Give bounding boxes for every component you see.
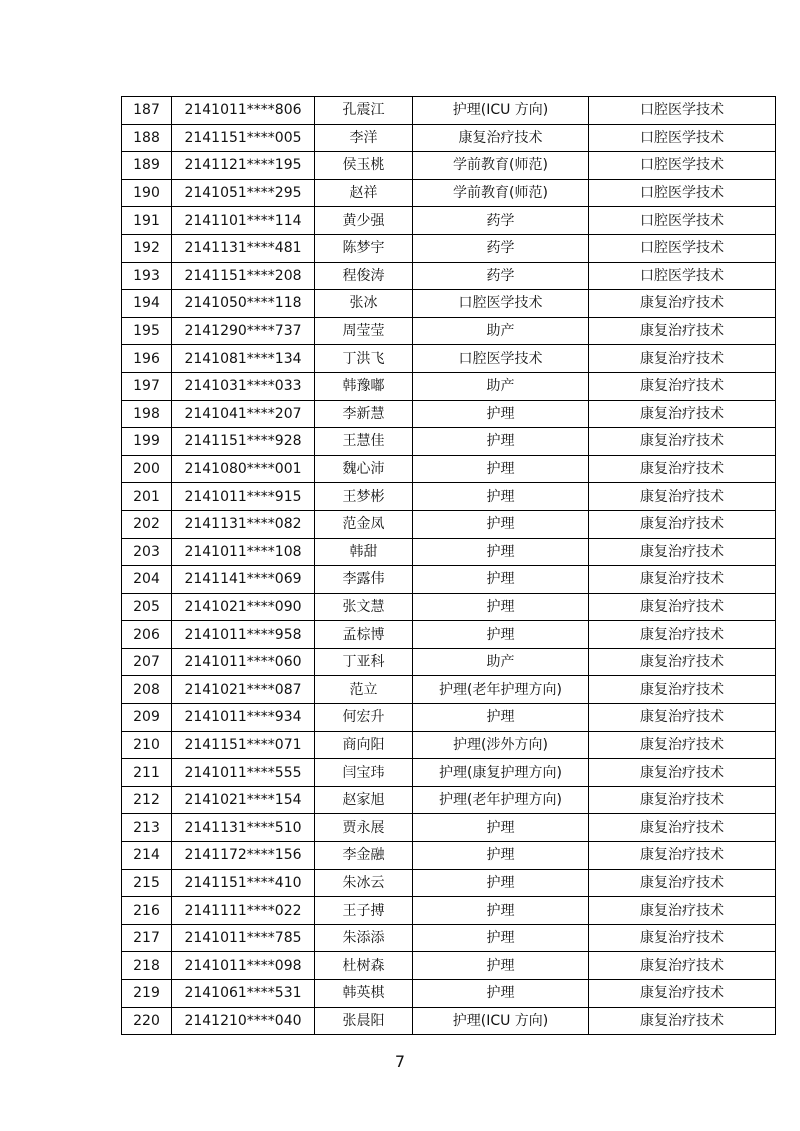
- table-row: [122, 372, 776, 400]
- target-major-cell: 口腔医学技术: [589, 152, 776, 180]
- student-name-cell: 李新慧: [315, 400, 413, 428]
- student-id-cell: 2141121****195: [172, 152, 315, 180]
- student-id-cell: 2141021****090: [172, 593, 315, 621]
- table-row: [122, 648, 776, 676]
- student-name-cell: 韩甜: [315, 538, 413, 566]
- table-row: [122, 621, 776, 649]
- student-id-cell: 2141011****555: [172, 759, 315, 787]
- target-major-cell: 康复治疗技术: [589, 786, 776, 814]
- current-major-cell: 口腔医学技术: [413, 290, 589, 318]
- student-id-cell: 2141081****134: [172, 345, 315, 373]
- target-major-cell: 口腔医学技术: [589, 179, 776, 207]
- table-row: [122, 842, 776, 870]
- student-id-cell: 2141290****737: [172, 317, 315, 345]
- table-row: [122, 924, 776, 952]
- student-id-cell: 2141011****060: [172, 648, 315, 676]
- current-major-cell: 学前教育(师范): [413, 179, 589, 207]
- table-body: [122, 97, 776, 1035]
- table-row: [122, 786, 776, 814]
- current-major-cell: 护理: [413, 538, 589, 566]
- table-row: [122, 97, 776, 125]
- current-major-cell: 康复治疗技术: [413, 124, 589, 152]
- table-row: [122, 566, 776, 594]
- student-id-cell: 2141011****915: [172, 483, 315, 511]
- current-major-cell: 护理: [413, 455, 589, 483]
- student-id-cell: 2141151****005: [172, 124, 315, 152]
- row-number-cell: 214: [122, 842, 172, 870]
- target-major-cell: 康复治疗技术: [589, 842, 776, 870]
- student-id-cell: 2141210****040: [172, 1007, 315, 1035]
- target-major-cell: 康复治疗技术: [589, 372, 776, 400]
- student-id-cell: 2141151****928: [172, 428, 315, 456]
- table-row: [122, 317, 776, 345]
- student-id-cell: 2141011****806: [172, 97, 315, 125]
- student-id-cell: 2141011****785: [172, 924, 315, 952]
- table-row: [122, 455, 776, 483]
- current-major-cell: 护理: [413, 980, 589, 1008]
- table-row: [122, 124, 776, 152]
- student-name-cell: 赵祥: [315, 179, 413, 207]
- table-row: [122, 952, 776, 980]
- table-row: [122, 759, 776, 787]
- student-name-cell: 闫宝玮: [315, 759, 413, 787]
- target-major-cell: 康复治疗技术: [589, 621, 776, 649]
- student-name-cell: 孔震江: [315, 97, 413, 125]
- current-major-cell: 助产: [413, 372, 589, 400]
- table-row: [122, 731, 776, 759]
- target-major-cell: 康复治疗技术: [589, 704, 776, 732]
- student-id-cell: 2141021****154: [172, 786, 315, 814]
- target-major-cell: 口腔医学技术: [589, 97, 776, 125]
- row-number-cell: 200: [122, 455, 172, 483]
- student-name-cell: 孟棕博: [315, 621, 413, 649]
- student-id-cell: 2141011****098: [172, 952, 315, 980]
- student-name-cell: 商向阳: [315, 731, 413, 759]
- student-id-cell: 2141050****118: [172, 290, 315, 318]
- current-major-cell: 护理(老年护理方向): [413, 786, 589, 814]
- current-major-cell: 护理(ICU 方向): [413, 97, 589, 125]
- student-id-cell: 2141151****208: [172, 262, 315, 290]
- current-major-cell: 护理: [413, 924, 589, 952]
- student-name-cell: 王梦彬: [315, 483, 413, 511]
- current-major-cell: 药学: [413, 207, 589, 235]
- student-id-cell: 2141011****934: [172, 704, 315, 732]
- target-major-cell: 康复治疗技术: [589, 566, 776, 594]
- row-number-cell: 207: [122, 648, 172, 676]
- current-major-cell: 药学: [413, 262, 589, 290]
- target-major-cell: 康复治疗技术: [589, 869, 776, 897]
- table-row: [122, 538, 776, 566]
- target-major-cell: 康复治疗技术: [589, 428, 776, 456]
- target-major-cell: 口腔医学技术: [589, 262, 776, 290]
- row-number-cell: 193: [122, 262, 172, 290]
- row-number-cell: 191: [122, 207, 172, 235]
- student-name-cell: 陈梦宇: [315, 234, 413, 262]
- current-major-cell: 护理: [413, 483, 589, 511]
- row-number-cell: 213: [122, 814, 172, 842]
- student-id-cell: 2141172****156: [172, 842, 315, 870]
- target-major-cell: 康复治疗技术: [589, 345, 776, 373]
- student-id-cell: 2141111****022: [172, 897, 315, 925]
- row-number-cell: 209: [122, 704, 172, 732]
- student-id-cell: 2141011****108: [172, 538, 315, 566]
- student-name-cell: 范金凤: [315, 510, 413, 538]
- row-number-cell: 206: [122, 621, 172, 649]
- current-major-cell: 护理: [413, 704, 589, 732]
- table-row: [122, 207, 776, 235]
- target-major-cell: 康复治疗技术: [589, 924, 776, 952]
- student-id-cell: 2141131****510: [172, 814, 315, 842]
- row-number-cell: 211: [122, 759, 172, 787]
- student-id-cell: 2141101****114: [172, 207, 315, 235]
- student-id-cell: 2141151****071: [172, 731, 315, 759]
- page-number: 7: [394, 1052, 406, 1071]
- student-name-cell: 王子搏: [315, 897, 413, 925]
- student-name-cell: 韩英棋: [315, 980, 413, 1008]
- student-id-cell: 2141080****001: [172, 455, 315, 483]
- row-number-cell: 188: [122, 124, 172, 152]
- row-number-cell: 198: [122, 400, 172, 428]
- target-major-cell: 康复治疗技术: [589, 1007, 776, 1035]
- student-name-cell: 张文慧: [315, 593, 413, 621]
- student-name-cell: 赵家旭: [315, 786, 413, 814]
- student-id-cell: 2141131****082: [172, 510, 315, 538]
- table-row: [122, 345, 776, 373]
- student-name-cell: 魏心沛: [315, 455, 413, 483]
- student-name-cell: 韩豫嘟: [315, 372, 413, 400]
- student-id-cell: 2141131****481: [172, 234, 315, 262]
- student-name-cell: 程俊涛: [315, 262, 413, 290]
- target-major-cell: 口腔医学技术: [589, 234, 776, 262]
- target-major-cell: 康复治疗技术: [589, 290, 776, 318]
- student-name-cell: 贾永展: [315, 814, 413, 842]
- target-major-cell: 康复治疗技术: [589, 400, 776, 428]
- row-number-cell: 201: [122, 483, 172, 511]
- student-name-cell: 朱冰云: [315, 869, 413, 897]
- row-number-cell: 199: [122, 428, 172, 456]
- target-major-cell: 口腔医学技术: [589, 124, 776, 152]
- student-name-cell: 杜树森: [315, 952, 413, 980]
- row-number-cell: 208: [122, 676, 172, 704]
- current-major-cell: 护理: [413, 593, 589, 621]
- current-major-cell: 助产: [413, 648, 589, 676]
- target-major-cell: 康复治疗技术: [589, 483, 776, 511]
- current-major-cell: 护理: [413, 952, 589, 980]
- current-major-cell: 护理(康复护理方向): [413, 759, 589, 787]
- target-major-cell: 康复治疗技术: [589, 538, 776, 566]
- table-row: [122, 897, 776, 925]
- current-major-cell: 护理: [413, 621, 589, 649]
- row-number-cell: 192: [122, 234, 172, 262]
- table-row: [122, 704, 776, 732]
- student-name-cell: 黄少强: [315, 207, 413, 235]
- current-major-cell: 学前教育(师范): [413, 152, 589, 180]
- table-row: [122, 593, 776, 621]
- row-number-cell: 219: [122, 980, 172, 1008]
- current-major-cell: 护理: [413, 814, 589, 842]
- current-major-cell: 护理: [413, 510, 589, 538]
- current-major-cell: 护理: [413, 566, 589, 594]
- table-row: [122, 152, 776, 180]
- row-number-cell: 216: [122, 897, 172, 925]
- row-number-cell: 196: [122, 345, 172, 373]
- row-number-cell: 204: [122, 566, 172, 594]
- student-name-cell: 朱添添: [315, 924, 413, 952]
- student-name-cell: 侯玉桃: [315, 152, 413, 180]
- target-major-cell: 康复治疗技术: [589, 952, 776, 980]
- target-major-cell: 康复治疗技术: [589, 317, 776, 345]
- student-name-cell: 李洋: [315, 124, 413, 152]
- target-major-cell: 口腔医学技术: [589, 207, 776, 235]
- table-row: [122, 483, 776, 511]
- target-major-cell: 康复治疗技术: [589, 759, 776, 787]
- target-major-cell: 康复治疗技术: [589, 980, 776, 1008]
- student-id-cell: 2141021****087: [172, 676, 315, 704]
- table-row: [122, 262, 776, 290]
- row-number-cell: 205: [122, 593, 172, 621]
- table-row: [122, 814, 776, 842]
- current-major-cell: 护理: [413, 400, 589, 428]
- table-row: [122, 290, 776, 318]
- target-major-cell: 康复治疗技术: [589, 731, 776, 759]
- target-major-cell: 康复治疗技术: [589, 593, 776, 621]
- row-number-cell: 212: [122, 786, 172, 814]
- student-id-cell: 2141061****531: [172, 980, 315, 1008]
- current-major-cell: 口腔医学技术: [413, 345, 589, 373]
- row-number-cell: 189: [122, 152, 172, 180]
- target-major-cell: 康复治疗技术: [589, 897, 776, 925]
- target-major-cell: 康复治疗技术: [589, 814, 776, 842]
- current-major-cell: 护理(ICU 方向): [413, 1007, 589, 1035]
- student-id-cell: 2141151****410: [172, 869, 315, 897]
- current-major-cell: 助产: [413, 317, 589, 345]
- student-id-cell: 2141031****033: [172, 372, 315, 400]
- student-id-cell: 2141041****207: [172, 400, 315, 428]
- row-number-cell: 187: [122, 97, 172, 125]
- row-number-cell: 215: [122, 869, 172, 897]
- student-name-cell: 何宏升: [315, 704, 413, 732]
- table-row: [122, 1007, 776, 1035]
- current-major-cell: 护理: [413, 869, 589, 897]
- target-major-cell: 康复治疗技术: [589, 510, 776, 538]
- row-number-cell: 194: [122, 290, 172, 318]
- table-row: [122, 869, 776, 897]
- current-major-cell: 护理: [413, 842, 589, 870]
- student-id-cell: 2141051****295: [172, 179, 315, 207]
- student-name-cell: 王慧佳: [315, 428, 413, 456]
- current-major-cell: 护理: [413, 897, 589, 925]
- row-number-cell: 195: [122, 317, 172, 345]
- row-number-cell: 220: [122, 1007, 172, 1035]
- student-name-cell: 丁洪飞: [315, 345, 413, 373]
- target-major-cell: 康复治疗技术: [589, 648, 776, 676]
- table-row: [122, 400, 776, 428]
- row-number-cell: 217: [122, 924, 172, 952]
- student-name-cell: 周莹莹: [315, 317, 413, 345]
- student-id-cell: 2141011****958: [172, 621, 315, 649]
- current-major-cell: 药学: [413, 234, 589, 262]
- table-row: [122, 428, 776, 456]
- table-row: [122, 510, 776, 538]
- row-number-cell: 197: [122, 372, 172, 400]
- table-row: [122, 980, 776, 1008]
- target-major-cell: 康复治疗技术: [589, 455, 776, 483]
- student-name-cell: 丁亚科: [315, 648, 413, 676]
- student-transfer-table: [121, 96, 776, 1035]
- row-number-cell: 190: [122, 179, 172, 207]
- current-major-cell: 护理(涉外方向): [413, 731, 589, 759]
- student-id-cell: 2141141****069: [172, 566, 315, 594]
- student-name-cell: 张晨阳: [315, 1007, 413, 1035]
- current-major-cell: 护理(老年护理方向): [413, 676, 589, 704]
- row-number-cell: 218: [122, 952, 172, 980]
- student-name-cell: 张冰: [315, 290, 413, 318]
- target-major-cell: 康复治疗技术: [589, 676, 776, 704]
- table-row: [122, 676, 776, 704]
- table-row: [122, 234, 776, 262]
- current-major-cell: 护理: [413, 428, 589, 456]
- student-name-cell: 范立: [315, 676, 413, 704]
- student-name-cell: 李金融: [315, 842, 413, 870]
- row-number-cell: 202: [122, 510, 172, 538]
- student-name-cell: 李露伟: [315, 566, 413, 594]
- table-row: [122, 179, 776, 207]
- row-number-cell: 203: [122, 538, 172, 566]
- row-number-cell: 210: [122, 731, 172, 759]
